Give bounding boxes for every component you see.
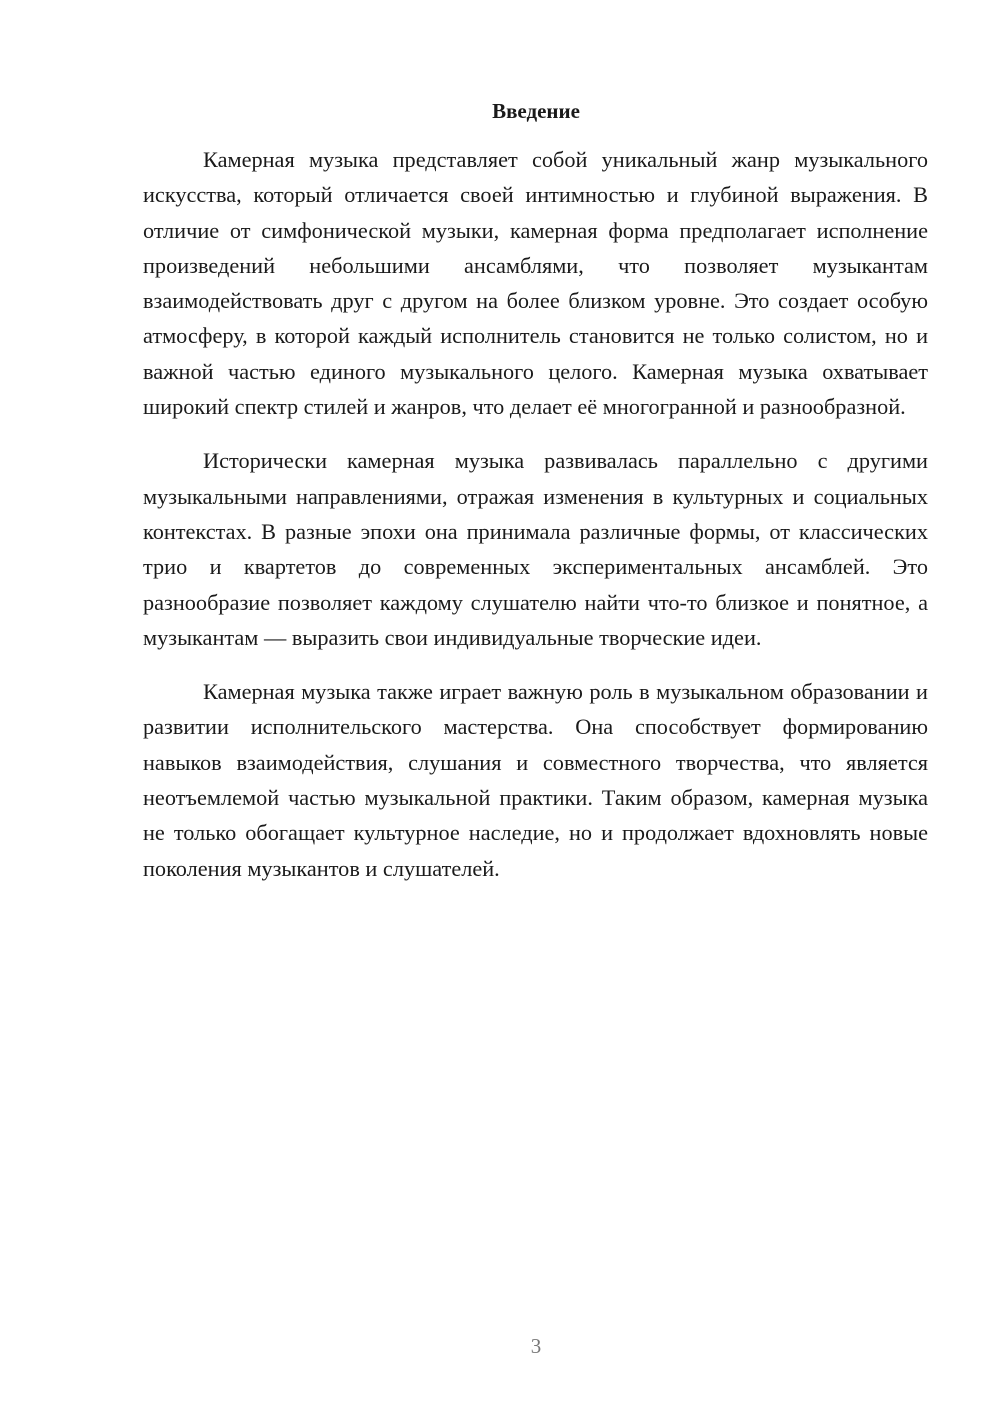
paragraph-1: Камерная музыка представляет собой уникальный жанр музыкального искусства, который отличается своей интимностью и глубиной выражения. В отличие от симфонической музыки, камерная форма предполагает исполнение произведений небольшими ансамблями, что позволяет музыкантам взаимодействовать друг с другом на более близком уровне. Это создает особую атмосферу, в которой каждый исполнитель становится не только солистом, но и важной частью единого музыкального целого. Камерная музыка охватывает широкий спектр стилей и жанров, что делает её многогранной и разнообразной. xyxy=(143,147,928,420)
paragraph-2: Исторически камерная музыка развивалась параллельно с другими музыкальными направлениями, отражая изменения в культурных и социальных контекстах. В разные эпохи она принимала различные формы, от классических трио и квартетов до современных экспериментальных ансамблей. Это разнообразие позволяет каждому слушателю найти что-то близкое и понятное, а музыкантам — выразить свои индивидуальные творческие идеи. xyxy=(143,448,928,650)
section-title: Введение xyxy=(492,99,580,123)
body-text xyxy=(143,142,928,905)
paragraph-3: Камерная музыка также играет важную роль в музыкальном образовании и развитии исполнительского мастерства. Она способствует формированию навыков взаимодействия, слушания и совместного творчества, что является неотъемлемой частью музыкальной практики. Таким образом, камерная музыка не только обогащает культурное наследие, но и продолжает вдохновлять новые поколения музыкантов и слушателей. xyxy=(143,679,928,881)
page-number: 3 xyxy=(530,1334,542,1358)
